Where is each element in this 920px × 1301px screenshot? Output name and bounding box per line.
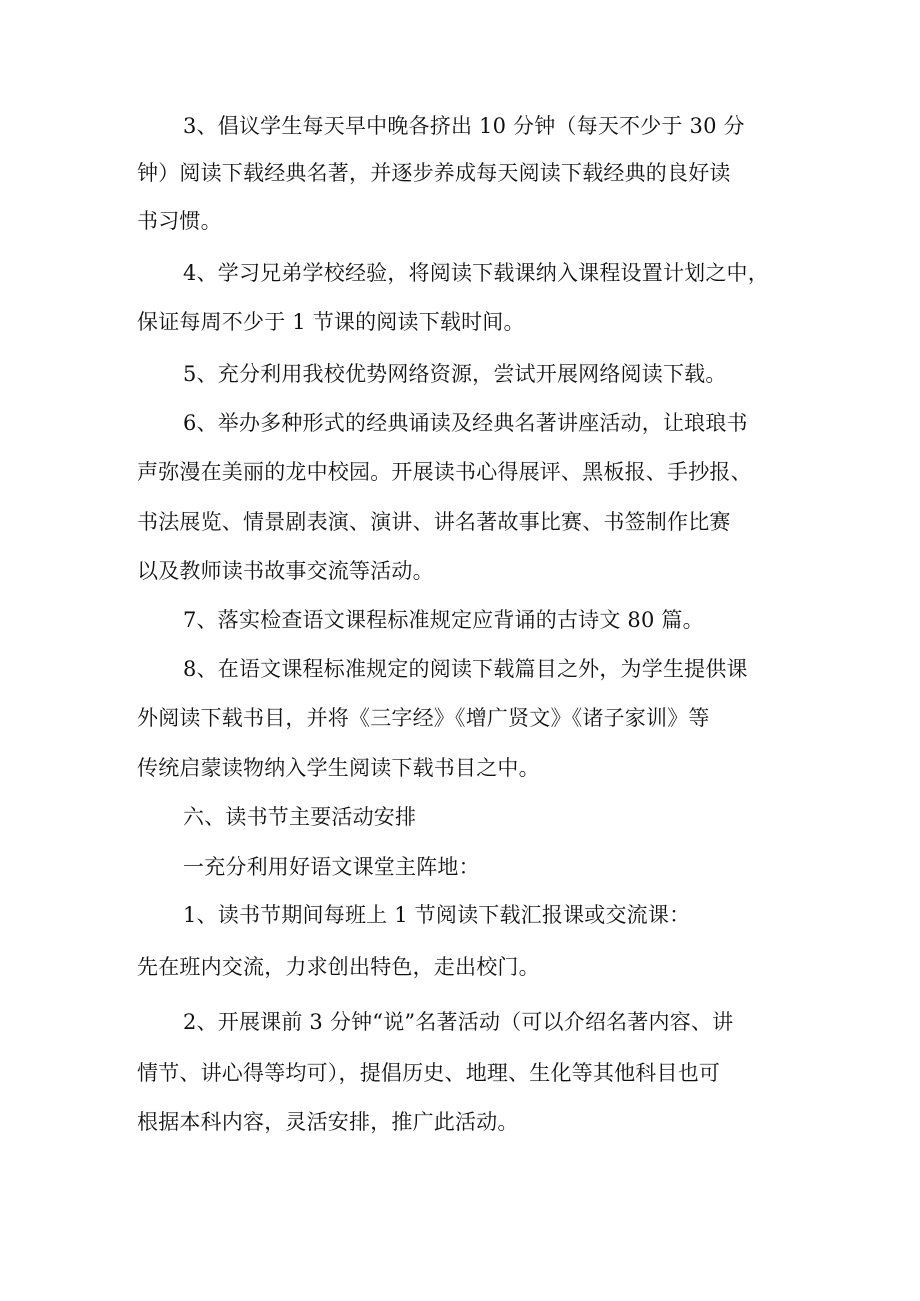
paragraph-6-line-4: 以及教师读书故事交流等活动。: [137, 559, 434, 583]
section-heading: 六、读书节主要活动安排: [183, 805, 417, 829]
paragraph-4-line-1: 4、学习兄弟学校经验，将阅读下载课纳入课程设置计划之中，: [183, 261, 769, 285]
item-2-line-2: 情节、讲心得等均可），提倡历史、地理、生化等其他科目也可: [137, 1061, 721, 1085]
item-1-line-2: 先在班内交流，力求创出特色，走出校门。: [137, 955, 540, 979]
paragraph-8-line-2: 外阅读下载书目，并将《三字经》《增广贤文》《诸子家训》等: [137, 706, 710, 730]
paragraph-3-line-2: 钟）阅读下载经典名著，并逐步养成每天阅读下载经典的良好读: [137, 161, 731, 185]
item-2-line-3: 根据本科内容，灵活安排，推广此活动。: [137, 1110, 519, 1134]
paragraph-3-line-1: 3、倡议学生每天早中晚各挤出 10 分钟（每天不少于 30 分: [183, 114, 745, 138]
paragraph-3-line-3: 书习惯。: [137, 209, 222, 233]
item-1-line-1: 1、读书节期间每班上 1 节阅读下载汇报课或交流课：: [183, 903, 691, 927]
paragraph-8-line-3: 传统启蒙读物纳入学生阅读下载书目之中。: [137, 756, 540, 780]
paragraph-6-line-3: 书法展览、情景剧表演、演讲、讲名著故事比赛、书签制作比赛: [137, 510, 731, 534]
subsection-heading: 一充分利用好语文课堂主阵地：: [183, 855, 480, 879]
paragraph-6-line-1: 6、举办多种形式的经典诵读及经典名著讲座活动，让琅琅书: [183, 411, 748, 435]
paragraph-4-line-2: 保证每周不少于 1 节课的阅读下载时间。: [137, 310, 525, 334]
paragraph-5-line-1: 5、充分利用我校优势网络资源，尝试开展网络阅读下载。: [183, 362, 727, 386]
item-2-line-1: 2、开展课前 3 分钟“说”名著活动（可以介绍名著内容、讲: [183, 1010, 734, 1034]
paragraph-8-line-1: 8、在语文课程标准规定的阅读下载篇目之外，为学生提供课: [183, 657, 748, 681]
paragraph-7-line-1: 7、落实检查语文课程标准规定应背诵的古诗文 80 篇。: [183, 608, 704, 632]
paragraph-6-line-2: 声弥漫在美丽的龙中校园。开展读书心得展评、黑板报、手抄报、: [137, 460, 752, 484]
